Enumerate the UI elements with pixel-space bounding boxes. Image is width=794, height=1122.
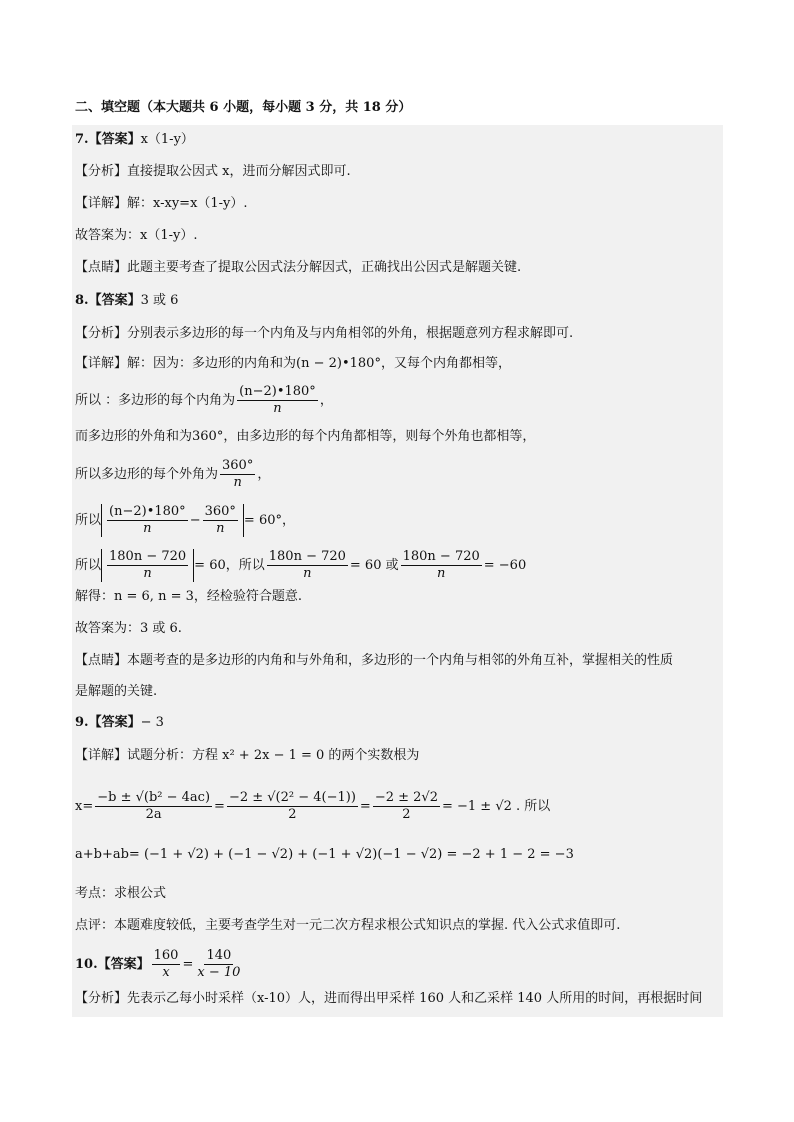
frac-denominator: n	[233, 475, 242, 490]
q7-comment: 【点睛】此题主要考查了提取公因式法分解因式，正确找出公因式是解题关键.	[75, 260, 522, 275]
q9-formula-line: x= $\frac{\text{−b ± √(b² − 4ac)}}{2a}$ = $\frac{\text{−2 ± √(2² − 4(−1))}}{2}$ = $\frac{-2 \pm 2√2}{2}$ = −1 ± √2 . 所以	[75, 790, 551, 822]
q8-detail-suffix: ，又每个内角都相等，	[380, 356, 511, 371]
q8-solution: 解得：n = 6, n = 3，经检验符合题意.	[75, 589, 302, 604]
q7-analysis: 【分析】直接提取公因式 x，进而分解因式即可.	[75, 164, 351, 179]
q8-detail-expr: (n − 2)•180°	[296, 356, 381, 371]
frac-numerator: (n−2)•180°	[239, 384, 316, 399]
q10-frac-a	[152, 948, 181, 981]
frac-numerator: −2 ± √(2² − 4(−1))	[228, 790, 356, 805]
frac-denominator: n	[143, 521, 152, 536]
frac-denominator: x	[162, 965, 170, 980]
q9-frac-simplified	[373, 790, 440, 823]
q8-interior-angle-line	[75, 384, 333, 417]
frac-numerator: 180n − 720	[402, 549, 480, 564]
q9-detail: 【详解】试题分析：方程 x² + 2x − 1 = 0 的两个实数根为	[75, 748, 420, 763]
frac-numerator: 360°	[204, 504, 236, 519]
q8-frac-eq-2	[267, 549, 348, 582]
q9-frac-general	[95, 790, 212, 823]
minus-sign: −	[189, 513, 201, 528]
q8-abs-value	[101, 504, 244, 537]
q8-frac-eq	[107, 549, 188, 582]
frac-denominator: 2	[402, 807, 411, 822]
q10-analysis: 【分析】先表示乙每小时采样（x-10）人，进而得出甲采样 160 人和乙采样 140 人所用的时间，再根据时间	[75, 991, 703, 1006]
q8-comment-line2: 是解题的关键.	[75, 684, 158, 699]
frac-numerator: −2 ± 2√2	[374, 790, 438, 805]
q8-detail-prefix: 【详解】解：因为：多边形的内角和为	[75, 356, 297, 371]
q8-frac-interior	[107, 504, 188, 537]
frac-denominator: n	[303, 566, 312, 581]
q8-interior-fraction	[237, 384, 318, 417]
frac-denominator: n	[143, 566, 152, 581]
q9-frac-substituted	[227, 790, 358, 823]
section-heading: 二、填空题（本大题共 6 小题，每小题 3 分，共 18 分）	[75, 100, 412, 115]
q8-l3-prefix: 而多边形的外角和为	[75, 429, 193, 444]
frac-numerator: 160	[153, 948, 179, 963]
frac-numerator: 360°	[222, 458, 254, 473]
frac-numerator: −b ± √(b² − 4ac)	[97, 790, 211, 805]
q8-answer-line	[75, 292, 178, 310]
q8-l5-result: = 60°，	[243, 513, 295, 528]
q7-detail: 【详解】解：x-xy=x（1-y）.	[75, 196, 248, 211]
q9-formula-prefix: x=	[75, 799, 94, 814]
q9-answer: − 3	[140, 715, 164, 730]
frac-numerator: 180n − 720	[268, 549, 346, 564]
q8-l6-prefix: 所以	[75, 558, 102, 573]
q8-exterior-fraction	[220, 458, 255, 491]
q8-abs-value-2	[101, 549, 194, 582]
q8-simplified-line	[75, 549, 526, 582]
q7-answer-line	[75, 131, 194, 149]
q8-l3-suffix: ，由多边形的每个内角都相等，则每个外角也都相等，	[223, 429, 536, 444]
equals-sign: =	[182, 957, 194, 972]
q9-formula-tail: = −1 ± √2 . 所以	[441, 799, 551, 814]
q7-conclusion: 故答案为：x（1-y）.	[75, 228, 198, 243]
q9-kaodian: 考点：求根公式	[75, 886, 167, 901]
q9-sum-line: a+b+ab= (−1 + √2) + (−1 − √2) + (−1 + √2)(−1 − √2) = −2 + 1 − 2 = −3	[75, 847, 574, 862]
frac-denominator: n	[273, 401, 282, 416]
q7-answer-label: 7.【答案】	[75, 132, 141, 147]
q8-answer: 3 或 6	[140, 293, 179, 308]
q8-frac-exterior	[203, 504, 238, 537]
q10-answer-line	[75, 948, 244, 981]
frac-numerator: (n−2)•180°	[109, 504, 186, 519]
q8-l5-prefix: 所以	[75, 513, 102, 528]
q10-answer-label: 10.【答案】	[75, 957, 150, 972]
q8-comment-line1: 【点睛】本题考查的是多边形的内角和与外角和，多边形的一个内角与相邻的外角互补，掌握相关的性质	[75, 653, 674, 668]
frac-denominator: n	[216, 521, 225, 536]
q10-frac-b	[195, 948, 242, 981]
q8-l2-suffix: ，	[319, 393, 333, 408]
q8-l6-eq1: = 60，所以	[194, 558, 265, 573]
q8-l6-eq3: = −60	[483, 558, 527, 573]
q8-l6-eq2: = 60 或	[349, 558, 399, 573]
q8-abs-equation-line	[75, 504, 295, 537]
q8-frac-eq-3	[401, 549, 482, 582]
q7-answer: x（1-y）	[140, 132, 194, 147]
q8-answer-label: 8.【答案】	[75, 293, 141, 308]
q8-exterior-sum-line	[75, 428, 535, 446]
q8-detail	[75, 355, 511, 373]
q8-l4-suffix: ，	[257, 467, 271, 482]
q8-analysis: 【分析】分别表示多边形的每一个内角及与内角相邻的外角，根据题意列方程求解即可.	[75, 326, 574, 341]
q8-l3-val: 360°	[192, 429, 224, 444]
frac-denominator: n	[437, 566, 446, 581]
q8-l2-prefix: 所以 ：多边形的每个内角为	[75, 393, 236, 408]
frac-denominator: x − 10	[197, 965, 241, 980]
q9-answer-line	[75, 714, 164, 732]
q8-exterior-angle-line	[75, 458, 270, 491]
q8-conclusion: 故答案为：3 或 6.	[75, 621, 182, 636]
q9-dianping: 点评：本题难度较低，主要考查学生对一元二次方程求根公式知识点的掌握. 代入公式求值即可.	[75, 918, 621, 933]
frac-numerator: 180n − 720	[109, 549, 187, 564]
frac-denominator: 2	[288, 807, 297, 822]
q8-l4-prefix: 所以多边形的每个外角为	[75, 467, 219, 482]
frac-denominator: 2a	[145, 807, 162, 822]
q9-answer-label: 9.【答案】	[75, 715, 141, 730]
frac-numerator: 140	[206, 948, 232, 963]
